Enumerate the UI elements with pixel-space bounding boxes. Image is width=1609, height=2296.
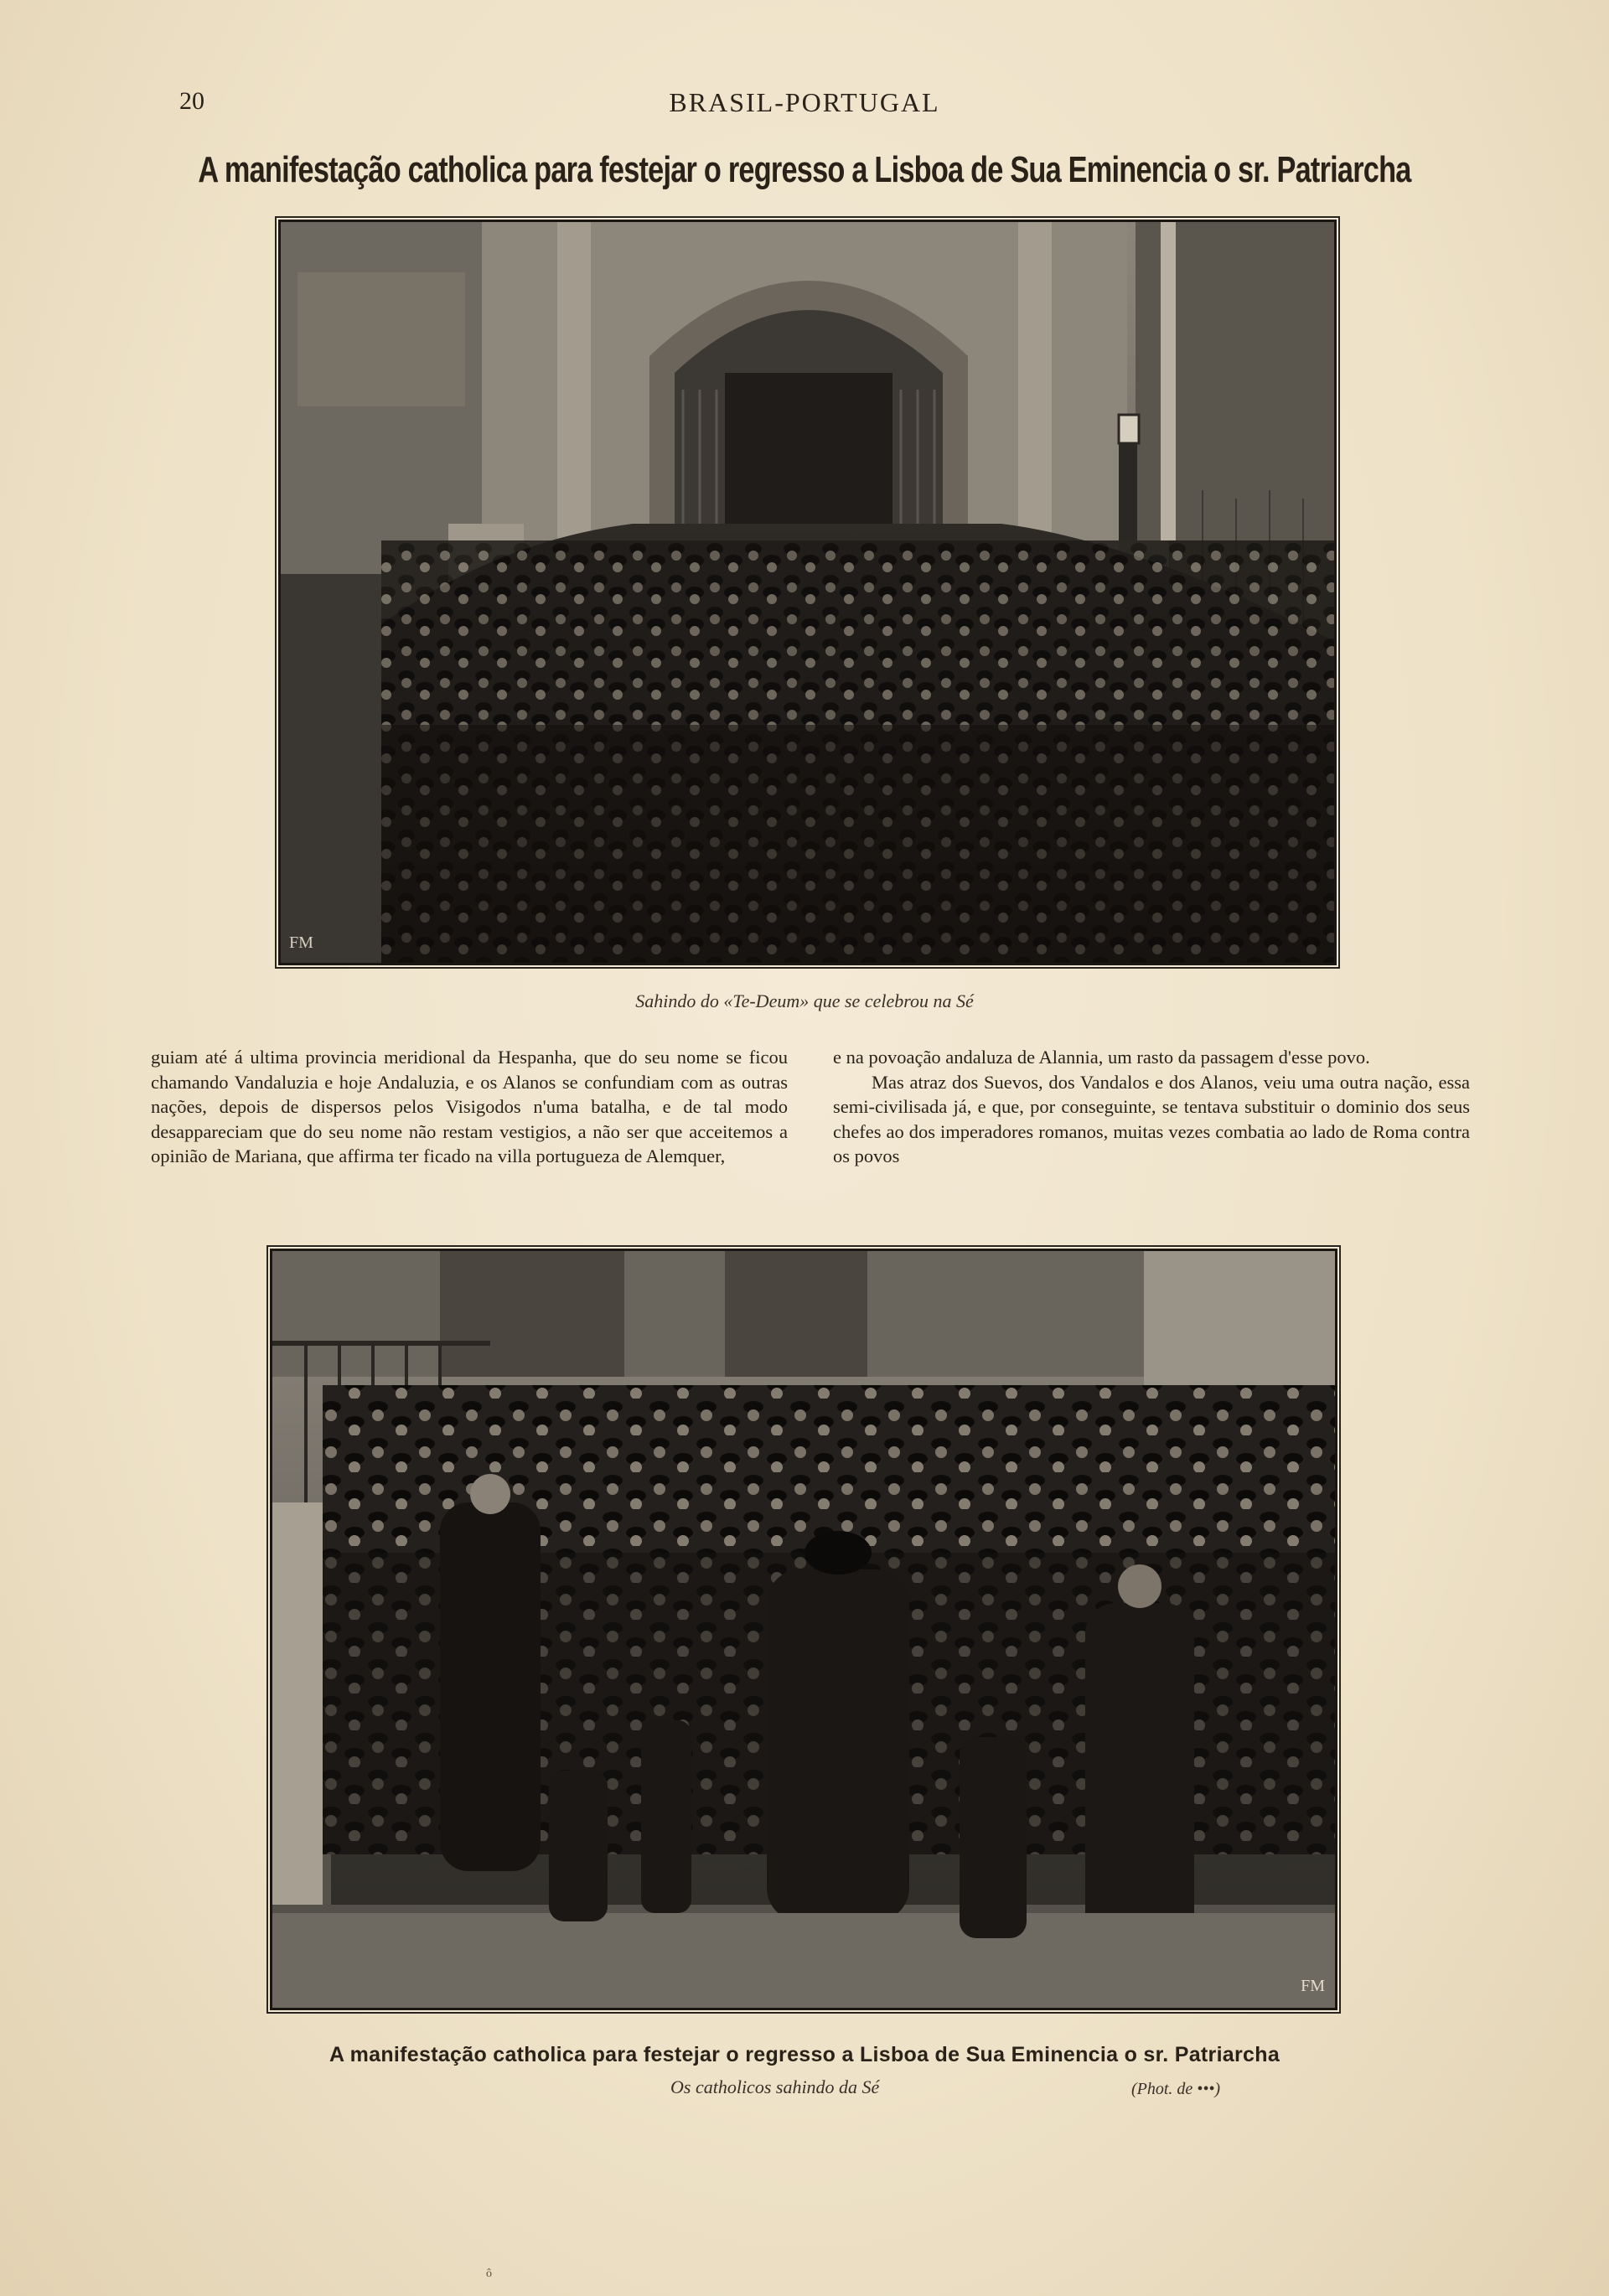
article-body (151, 1045, 1470, 1204)
photo-crowd-at-cathedral-door-image (281, 222, 1334, 963)
article-paragraph: e na povoação andaluza de Alannia, um rasto da passagem d'esse povo. (833, 1047, 1370, 1068)
photo2-title: A manifestação catholica para festejar o regresso a Lisboa de Sua Eminencia o sr. Patriarcha (329, 2043, 1280, 2066)
article-column-left (151, 1045, 788, 1204)
article-paragraph: guiam até á ultima provincia meridional da Hespanha, que do seu nome se ficou chamando Vandaluzia e hoje Andaluzia, e os Alanos se confundiam com as outras nações, depois de dispersos pelos Visigodos n'uma batalha, e de tal modo desappareciam que do seu nome não restam vestigios, a não ser que acceitemos a opinião de Mariana, que affirma ter ficado na villa portugueza de Alemquer, (151, 1047, 788, 1166)
photo-catholics-leaving-cathedral-image (272, 1251, 1335, 2008)
photographer-monogram: FM (1301, 1977, 1325, 1995)
article-column-right (833, 1045, 1470, 1204)
article-paragraph: Mas atraz dos Suevos, dos Vandalos e dos Alanos, veiu uma outra nação, essa semi-civilisada já, e que, por conseguinte, se tentava substituir o dominio dos seus chefes ao dos imperadores romanos, muitas vezes combatia ao lado de Roma contra os povos (833, 1071, 1470, 1166)
photo-crowd-at-cathedral-door (278, 220, 1337, 965)
page-number: 20 (179, 87, 204, 115)
photo-credit: (Phot. de •••) (1131, 2080, 1220, 2098)
page-headline: A manifestação catholica para festejar o regresso a Lisboa de Sua Eminencia o sr. Patriarcha (198, 149, 1411, 190)
photographer-monogram: FM (289, 933, 313, 952)
footer-mark: ô (486, 2268, 492, 2280)
running-head: BRASIL-PORTUGAL (669, 87, 940, 117)
photo1-caption: Sahindo do «Te-Deum» que se celebrou na Sé (635, 990, 974, 1011)
photo2-caption: Os catholicos sahindo da Sé (670, 2076, 880, 2097)
photo-catholics-leaving-cathedral (270, 1249, 1337, 2010)
